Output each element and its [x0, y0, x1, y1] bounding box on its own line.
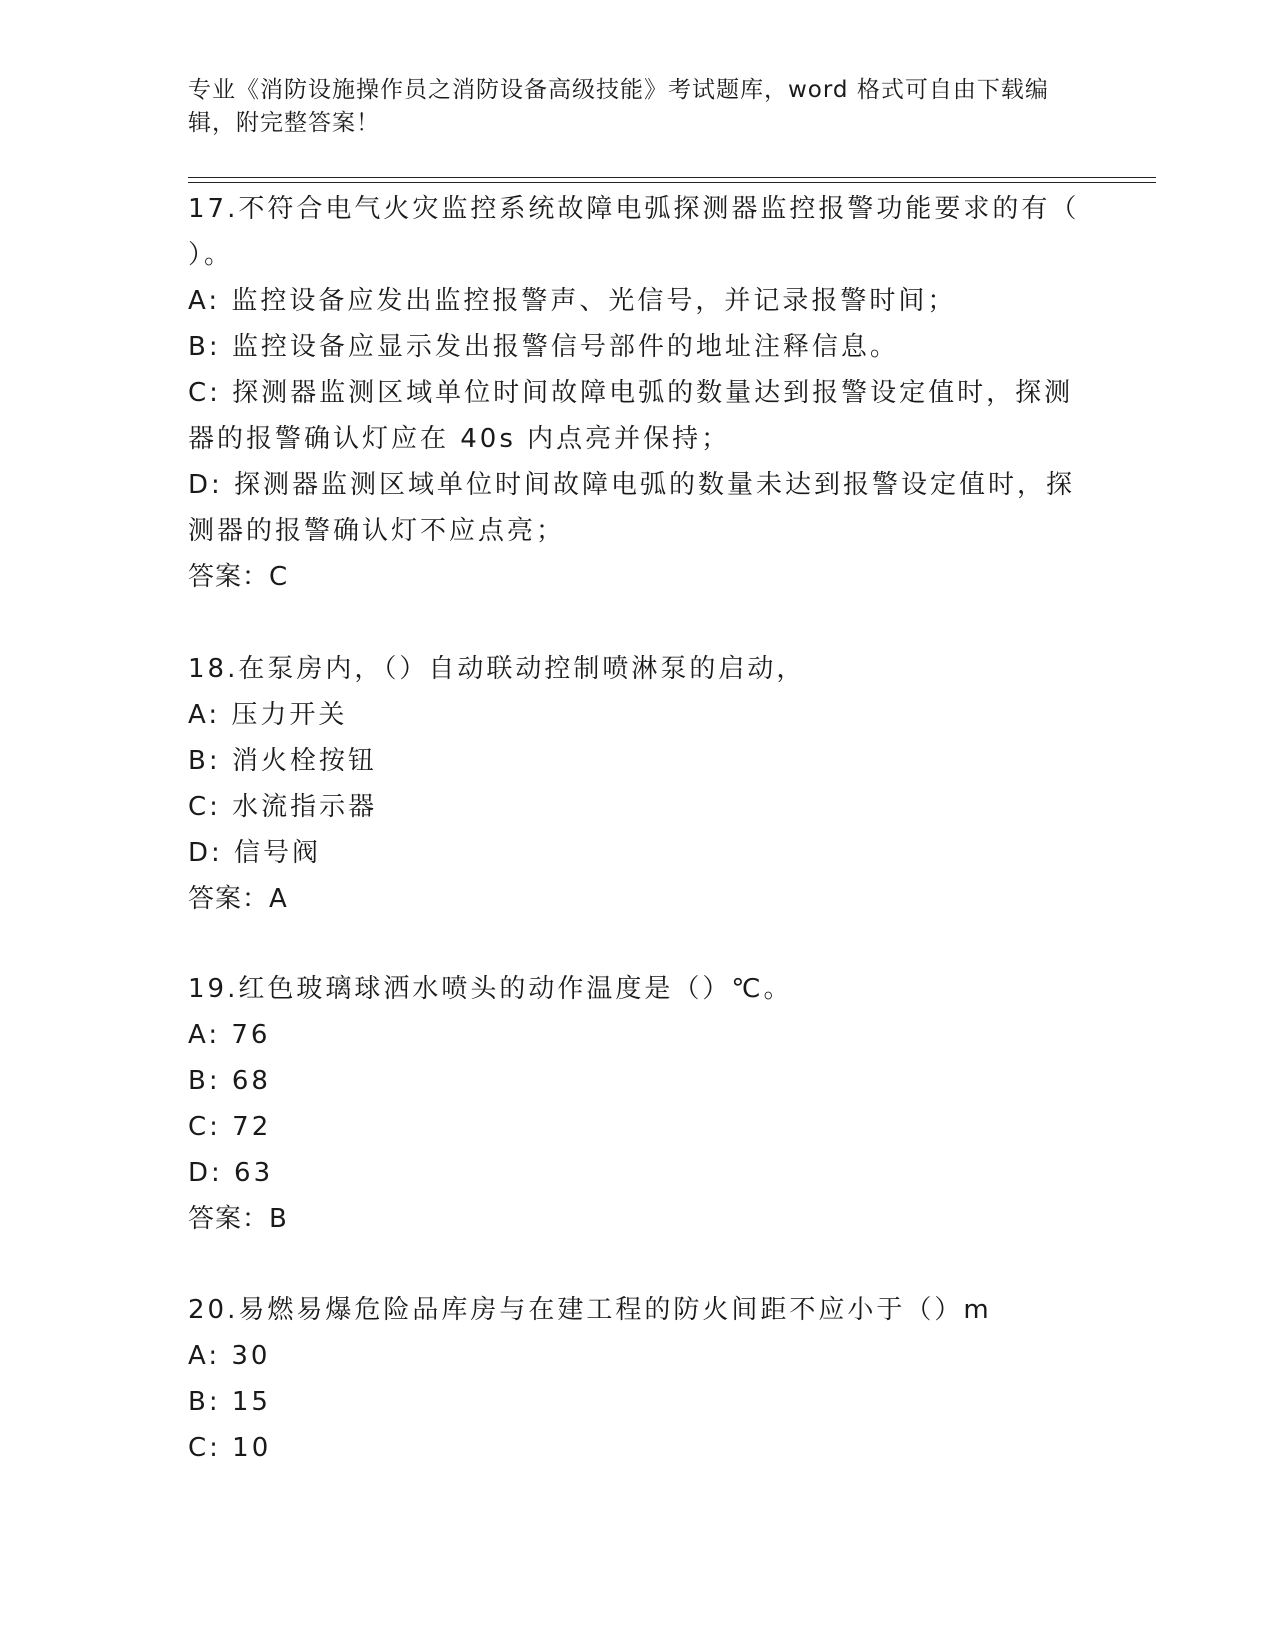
question-17 — [188, 186, 1088, 600]
question-stem: 19.红色玻璃球洒水喷头的动作温度是（）℃。 — [188, 974, 793, 1004]
header-divider-top — [188, 177, 1156, 178]
option-d: D: 信号阀 — [188, 838, 322, 868]
option-b: B: 15 — [188, 1387, 271, 1417]
option-c: C: 10 — [188, 1433, 272, 1463]
option-a: A: 30 — [188, 1341, 271, 1371]
question-stem: 18.在泵房内，（）自动联动控制喷淋泵的启动， — [188, 654, 806, 684]
header-intro-line-1: 专业《消防设施操作员之消防设备高级技能》考试题库，word 格式可自由下载编 — [188, 77, 1049, 103]
answer-label: 答案：C — [188, 562, 289, 592]
question-19 — [188, 966, 1088, 1242]
option-d: D: 探测器监测区域单位时间故障电弧的数量未达到报警设定值时，探 — [188, 470, 1076, 500]
option-b: B: 监控设备应显示发出报警信号部件的地址注释信息。 — [188, 332, 899, 362]
question-stem: 20.易燃易爆危险品库房与在建工程的防火间距不应小于（）m — [188, 1295, 992, 1325]
answer-label: 答案：A — [188, 884, 288, 914]
question-stem-continued: ）。 — [188, 240, 234, 270]
header-divider-bottom — [188, 182, 1156, 183]
option-a: A: 监控设备应发出监控报警声、光信号，并记录报警时间； — [188, 286, 957, 316]
option-a: A: 压力开关 — [188, 700, 348, 730]
document-header — [188, 74, 1088, 140]
option-b: B: 消火栓按钮 — [188, 746, 377, 776]
option-d-continued: 测器的报警确认灯不应点亮； — [188, 516, 566, 546]
option-c: C: 探测器监测区域单位时间故障电弧的数量达到报警设定值时，探测 — [188, 378, 1074, 408]
answer-label: 答案：B — [188, 1204, 288, 1234]
option-a: A: 76 — [188, 1020, 271, 1050]
question-18 — [188, 646, 1088, 922]
question-stem: 17.不符合电气火灾监控系统故障电弧探测器监控报警功能要求的有（ — [188, 194, 1080, 224]
option-d: D: 63 — [188, 1158, 274, 1188]
option-b: B: 68 — [188, 1066, 271, 1096]
header-intro-line-2: 辑，附完整答案！ — [188, 110, 380, 136]
option-c: C: 水流指示器 — [188, 792, 378, 822]
option-c: C: 72 — [188, 1112, 272, 1142]
question-20 — [188, 1287, 1088, 1471]
option-c-continued: 器的报警确认灯应在 40s 内点亮并保持； — [188, 424, 731, 454]
